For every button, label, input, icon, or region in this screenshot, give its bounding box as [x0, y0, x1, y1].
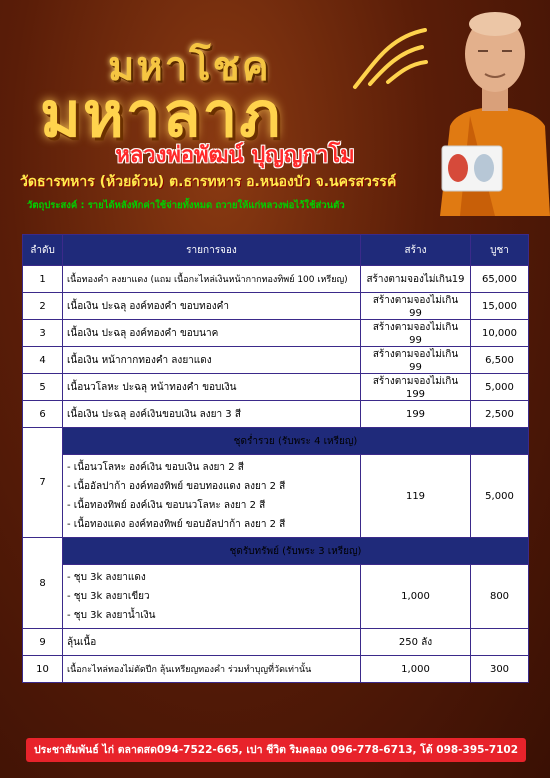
row-make: 1,000: [361, 565, 471, 629]
row-make: สร้างตามจองไม่เกิน 99: [361, 320, 471, 347]
col-header-no: ลำดับ: [23, 235, 63, 266]
row-make: 1,000: [361, 656, 471, 683]
purpose-text: วัตถุประสงค์ : รายได้หลังหักค่าใช้จ่ายทั้งหมด ถวายให้แก่หลวงพ่อไว้ใช้ส่วนตัว: [27, 200, 345, 211]
row-no: 10: [23, 656, 63, 683]
table-row: [23, 629, 529, 656]
set-7-title-row: [23, 428, 529, 455]
set-7-items-row: [23, 455, 529, 538]
row-item: เนื้อเงิน ปะฉลุ องค์ทองคำ ขอบทองคำ: [63, 293, 361, 320]
row-price: 300: [471, 656, 529, 683]
set-8-title: ชุดรับทรัพย์ (รับพระ 3 เหรียญ): [63, 538, 529, 565]
row-make: สร้างตามจองไม่เกิน 99: [361, 293, 471, 320]
list-item: - เนื้อนวโลหะ องค์เงิน ขอบเงิน ลงยา 2 สี: [67, 462, 244, 473]
table-row: [23, 293, 529, 320]
table-row: [23, 374, 529, 401]
row-item: เนื้อกะไหล่ทองไม่ตัดปีก ลุ้นเหรียญทองคำ ร่วมทำบุญที่วัดเท่านั้น: [63, 656, 361, 683]
row-make: สร้างตามจองไม่เกิน 99: [361, 347, 471, 374]
list-item: - เนื้ออัลปาก้า องค์ทองทิพย์ ขอบทองแดง ลงยา 2 สี: [67, 481, 286, 492]
row-price: 800: [471, 565, 529, 629]
col-header-make: สร้าง: [361, 235, 471, 266]
row-no: 4: [23, 347, 63, 374]
row-make: 119: [361, 455, 471, 538]
set-7-title: ชุดร่ำรวย (รับพระ 4 เหรียญ): [63, 428, 529, 455]
row-no: 8: [23, 538, 63, 629]
title-line-2: มหาลาภ: [40, 78, 283, 151]
contact-footer: ประชาสัมพันธ์ ไก่ ตลาดสด094-7522-665, เปา ชีวิต ริมคลอง 096-778-6713, โต้ 098-395-7102: [26, 738, 526, 762]
row-make: สร้างตามจองไม่เกิน19: [361, 266, 471, 293]
row-price: 15,000: [471, 293, 529, 320]
col-header-price: บูชา: [471, 235, 529, 266]
list-item: - ชุบ 3k ลงยาเขียว: [67, 591, 150, 602]
row-item: เนื้อทองคำ ลงยาแดง (แถม เนื้อกะไหล่เงินหน้ากากทองทิพย์ 100 เหรียญ): [63, 266, 361, 293]
table-row: [23, 656, 529, 683]
header: [0, 0, 550, 230]
row-price: 10,000: [471, 320, 529, 347]
temple-address: วัดธารทหาร (ห้วยด้วน) ต.ธารทหาร อ.หนองบัว จ.นครสวรรค์: [20, 174, 397, 190]
monk-name: หลวงพ่อพัฒน์ ปุญญกาโม: [115, 143, 355, 168]
row-no: 3: [23, 320, 63, 347]
list-item: - เนื้อทองแดง องค์ทองทิพย์ ขอบอัลปาก้า ลงยา 2 สี: [67, 519, 286, 530]
row-item: เนื้อเงิน หน้ากากทองคำ ลงยาแดง: [63, 347, 361, 374]
row-no: 2: [23, 293, 63, 320]
row-make: 199: [361, 401, 471, 428]
row-no: 1: [23, 266, 63, 293]
list-item: - ชุบ 3k ลงยาน้ำเงิน: [67, 610, 156, 621]
col-header-item: รายการจอง: [63, 235, 361, 266]
monk-photo-icon: [440, 6, 550, 216]
row-make: สร้างตามจองไม่เกิน 199: [361, 374, 471, 401]
row-item: เนื้อเงิน ปะฉลุ องค์เงินขอบเงิน ลงยา 3 สี: [63, 401, 361, 428]
list-item: - เนื้อทองทิพย์ องค์เงิน ขอบนวโลหะ ลงยา 2 สี: [67, 500, 266, 511]
list-item: - ชุบ 3k ลงยาแดง: [67, 572, 146, 583]
row-item: เนื้อเงิน ปะฉลุ องค์ทองคำ ขอบนาค: [63, 320, 361, 347]
set-8-items-row: [23, 565, 529, 629]
title-line-1: มหาโชค: [108, 43, 271, 90]
row-price: 6,500: [471, 347, 529, 374]
set-7-items: [63, 455, 361, 538]
table-row: [23, 266, 529, 293]
table-row: [23, 401, 529, 428]
row-no: 9: [23, 629, 63, 656]
row-price: [471, 629, 529, 656]
table-row: [23, 320, 529, 347]
row-no: 5: [23, 374, 63, 401]
set-8-items: [63, 565, 361, 629]
set-8-title-row: [23, 538, 529, 565]
row-price: 5,000: [471, 455, 529, 538]
row-item: ลุ้นเนื้อ: [63, 629, 361, 656]
table-row: [23, 347, 529, 374]
row-item: เนื้อนวโลหะ ปะฉลุ หน้าทองคำ ขอบเงิน: [63, 374, 361, 401]
swirl-ornament-icon: [350, 22, 430, 92]
order-table: [22, 234, 529, 683]
row-make: 250 ลัง: [361, 629, 471, 656]
row-no: 7: [23, 428, 63, 538]
row-price: 5,000: [471, 374, 529, 401]
row-price: 2,500: [471, 401, 529, 428]
table-header-row: [23, 235, 529, 266]
row-no: 6: [23, 401, 63, 428]
row-price: 65,000: [471, 266, 529, 293]
